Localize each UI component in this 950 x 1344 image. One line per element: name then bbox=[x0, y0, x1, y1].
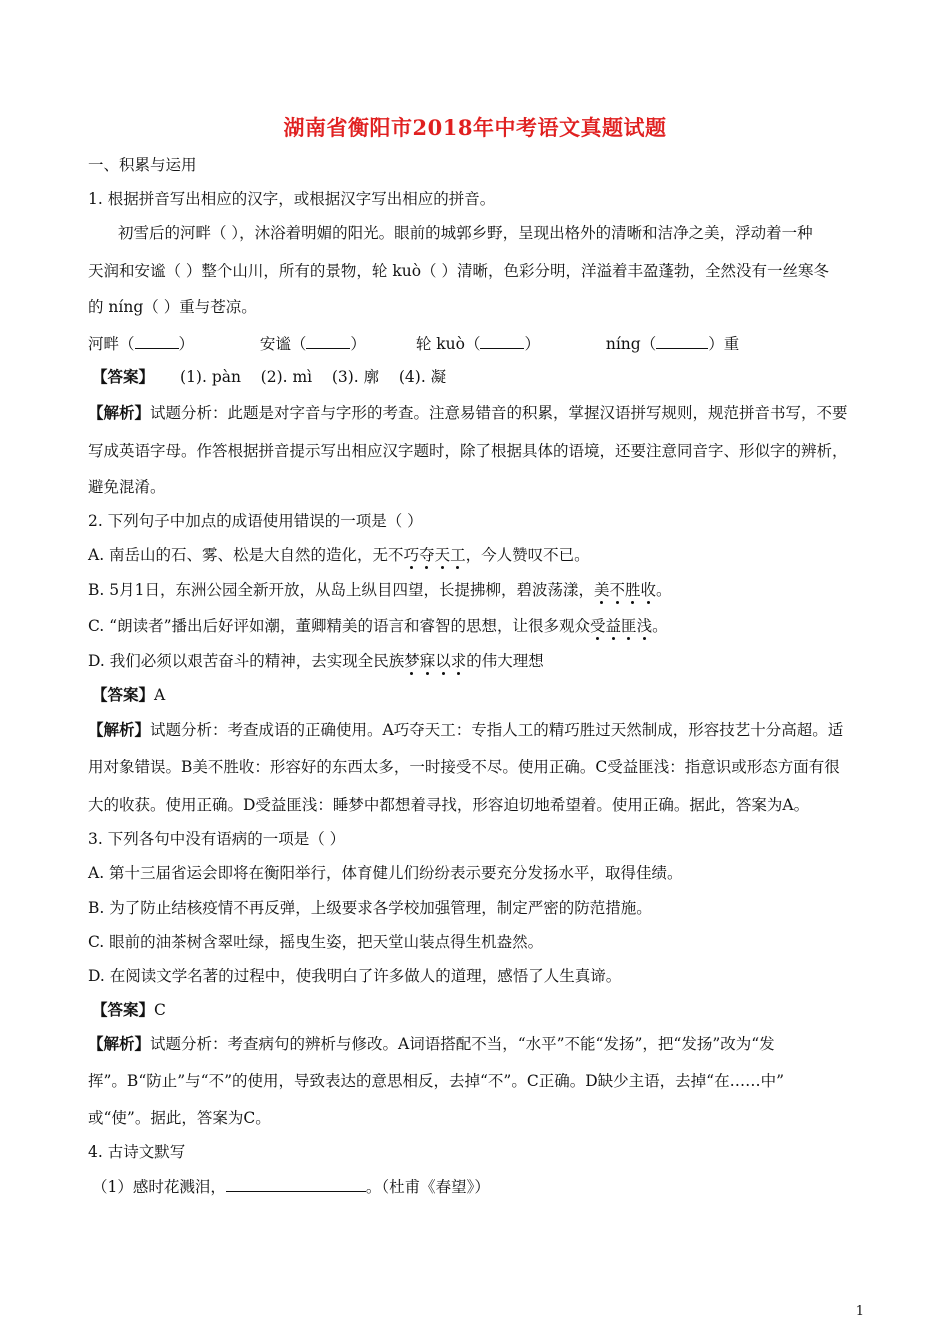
q3-option-a: A. 第十三届省运会即将在衡阳举行，体育健儿们纷纷表示要充分发扬水平，取得佳绩。 bbox=[88, 864, 683, 882]
q2-option-c-dotted-idiom: 受益匪浅 bbox=[590, 617, 653, 635]
q4-item-1 bbox=[92, 1176, 490, 1197]
q2-option-a-tail: ，今人赞叹不已。 bbox=[465, 546, 590, 564]
q1-fill-1-label: 河畔（ bbox=[88, 335, 135, 353]
q3-analysis-line-2: 挥”。B“防止”与“不”的使用，导致表达的意思相反，去掉“不”。C正确。D缺少主语，去掉“在……中” bbox=[88, 1072, 784, 1090]
q3-option-c: C. 眼前的油茶树含翠吐绿，摇曳生姿，把天堂山装点得生机盎然。 bbox=[88, 933, 544, 951]
page-title: 湖南省衡阳市2018年中考语文真题试题 bbox=[283, 115, 667, 140]
q1-answer-text: (1). pàn (2). mì (3). 廓 (4). 凝 bbox=[180, 368, 447, 386]
q1-fill-3-label: 轮 kuò（ bbox=[415, 335, 481, 353]
q2-option-a-text: A. 南岳山的石、雾、松是大自然的造化，无不 bbox=[88, 546, 404, 564]
q1-analysis-text-1: 试题分析：此题是对字音与字形的考查。注意易错音的积累，掌握汉语拼写规则，规范拼音书写，不要 bbox=[150, 404, 848, 422]
q2-option-a bbox=[88, 545, 590, 565]
q2-answer-text: A bbox=[154, 686, 166, 704]
q1-fill-3-close: ） bbox=[524, 335, 540, 353]
q3-option-b: B. 为了防止结核疫情不再反弹，上级要求各学校加强管理，制定严密的防范措施。 bbox=[88, 899, 652, 917]
analysis-label: 【解析】 bbox=[88, 1034, 151, 1053]
q2-stem: 2. 下列句子中加点的成语使用错误的一项是（ ） bbox=[88, 512, 423, 530]
q4-item-1-blank bbox=[226, 1176, 366, 1192]
q1-fill-row bbox=[88, 333, 739, 354]
q1-fill-4-blank bbox=[656, 333, 708, 349]
q1-answer bbox=[92, 367, 446, 387]
q1-paragraph-line-3: 的 níng（ ）重与苍凉。 bbox=[88, 298, 257, 316]
q2-analysis-text-1: 试题分析：考查成语的正确使用。A巧夺天工：专指人工的精巧胜过天然制成，形容技艺十分高超。适 bbox=[150, 721, 844, 739]
q4-item-1-text: （1）感时花溅泪， bbox=[92, 1178, 226, 1196]
q1-fill-2-blank bbox=[306, 333, 350, 349]
q1-fill-1-close: ） bbox=[178, 335, 195, 353]
q3-option-d: D. 在阅读文学名著的过程中，使我明白了许多做人的道理，感悟了人生真谛。 bbox=[88, 967, 622, 985]
q2-answer bbox=[92, 685, 165, 705]
q1-fill-1-blank bbox=[135, 333, 179, 349]
q2-analysis-line-1 bbox=[88, 720, 843, 740]
q4-item-1-source: 。（杜甫《春望》） bbox=[365, 1178, 490, 1196]
analysis-label: 【解析】 bbox=[88, 720, 151, 739]
q1-analysis-line-2: 写成英语字母。作答根据拼音提示写出相应汉字题时，除了根据具体的语境，还要注意同音字、形似字的辨析， bbox=[88, 442, 848, 460]
q4-stem: 4. 古诗文默写 bbox=[88, 1143, 186, 1161]
q3-answer bbox=[92, 1000, 166, 1020]
answer-label: 【答案】 bbox=[92, 1000, 155, 1019]
q2-option-b-text: B. 5月1日，东洲公园全新开放，从岛上纵目四望，长提拂柳，碧波荡漾， bbox=[88, 581, 594, 599]
q3-answer-text: C bbox=[154, 1001, 166, 1019]
q2-option-b bbox=[88, 580, 672, 600]
q1-paragraph-line-1: 初雪后的河畔（ ），沐浴着明媚的阳光。眼前的城郭乡野，呈现出格外的清晰和洁净之美，浮动着一种 bbox=[118, 224, 813, 242]
q2-option-c-tail: 。 bbox=[652, 617, 668, 635]
q3-stem: 3. 下列各句中没有语病的一项是（ ） bbox=[88, 830, 346, 848]
q2-option-c bbox=[88, 616, 668, 636]
q1-stem: 1. 根据拼音写出相应的汉字，或根据汉字写出相应的拼音。 bbox=[88, 190, 496, 208]
q1-analysis-line-3: 避免混淆。 bbox=[88, 478, 166, 496]
q2-option-d-text: D. 我们必须以艰苦奋斗的精神，去实现全民族 bbox=[88, 652, 405, 670]
q1-paragraph-line-2: 天润和安谧（ ）整个山川，所有的景物，轮 kuò（ ）清晰，色彩分明，洋溢着丰盈蓬勃，全然没有一丝寒冬 bbox=[88, 262, 829, 280]
q1-analysis-line-1 bbox=[88, 403, 848, 423]
q3-analysis-text-1: 试题分析：考查病句的辨析与修改。A词语搭配不当，“水平”不能“发扬”，把“发扬”改为“发 bbox=[150, 1035, 775, 1053]
q2-option-d-tail: 的伟大理想 bbox=[466, 652, 544, 670]
q2-option-d bbox=[88, 651, 544, 671]
q2-option-b-tail: 。 bbox=[656, 581, 672, 599]
q2-option-b-dotted-idiom: 美不胜收 bbox=[593, 581, 657, 599]
q1-fill-2-close: ） bbox=[350, 335, 366, 353]
analysis-label: 【解析】 bbox=[88, 403, 151, 422]
page-number: 1 bbox=[855, 1304, 864, 1319]
answer-label: 【答案】 bbox=[92, 685, 155, 704]
q1-fill-3-blank bbox=[480, 333, 524, 349]
q3-analysis-line-3: 或“使”。据此，答案为C。 bbox=[88, 1109, 271, 1127]
q1-fill-4-close: ）重 bbox=[708, 335, 740, 353]
q2-option-a-dotted-idiom: 巧夺天工 bbox=[403, 546, 466, 564]
q2-option-c-text: C. “朗读者”播出后好评如潮，董卿精美的语言和睿智的思想，让很多观众 bbox=[88, 617, 591, 635]
q2-analysis-line-3: 大的收获。使用正确。D受益匪浅：睡梦中都想着寻找，形容迫切地希望着。使用正确。据此，答案为A。 bbox=[88, 796, 810, 814]
answer-label: 【答案】 bbox=[92, 367, 155, 386]
section-heading: 一、积累与运用 bbox=[88, 156, 197, 174]
q1-fill-2-label: 安谧（ bbox=[259, 335, 307, 353]
q2-analysis-line-2: 用对象错误。B美不胜收：形容好的东西太多，一时接受不尽。使用正确。C受益匪浅：指意识或形态方面有很 bbox=[88, 758, 840, 776]
q2-option-d-dotted-idiom: 梦寐以求 bbox=[404, 652, 467, 670]
q1-fill-4-label: níng（ bbox=[605, 335, 657, 353]
q3-analysis-line-1 bbox=[88, 1034, 775, 1054]
